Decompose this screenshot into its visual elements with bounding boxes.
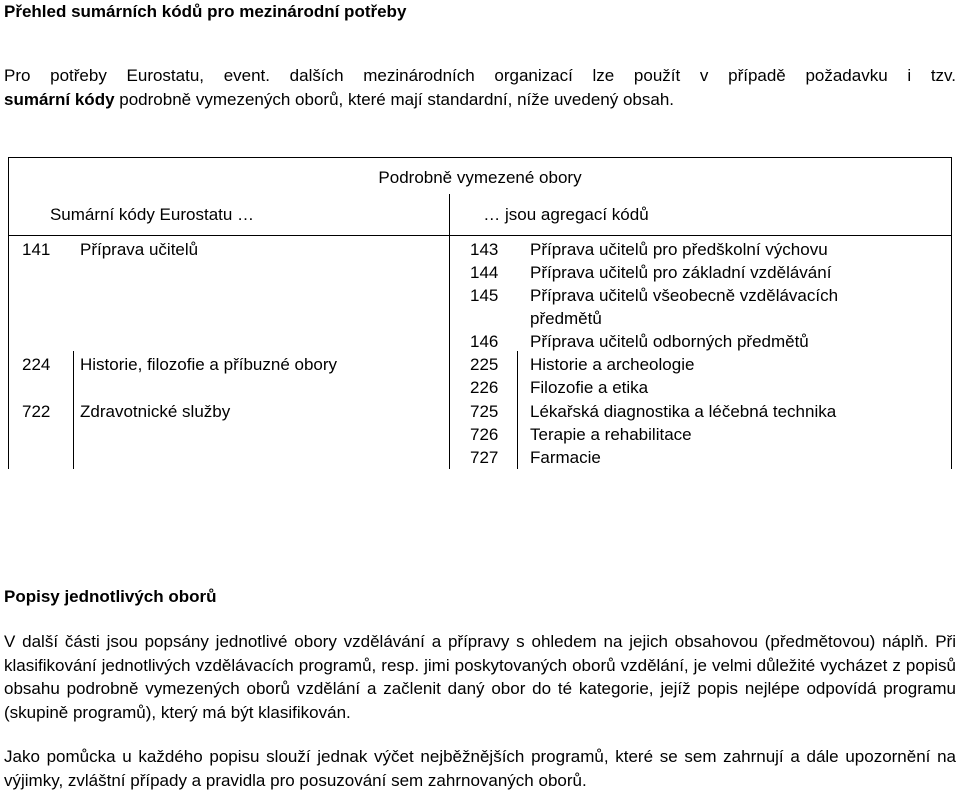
detail-name: Filozofie a etika <box>530 378 649 397</box>
detail-code: 146 <box>470 332 499 351</box>
section-paragraph-1: V další části jsou popsány jednotlivé obory vzdělávání a přípravy s ohledem na jejich obsahovou (předmětovou) náplň. Při klasifikování jednotlivých vzdělávacích programů, resp. jimi poskytovaných oborů vzdělání, je velmi důležité vycházet z popisů obsahu podrobně vymezených oborů vzdělání a začlenit daný obor do té kategorie, jejíž popis nejlépe odpovídá programu (skupině programů), který má být klasifikován. <box>4 632 956 722</box>
detail-code: 726 <box>470 425 499 444</box>
detail-code: 145 <box>470 286 499 305</box>
summary-code: 722 <box>22 402 51 421</box>
detail-code: 143 <box>470 240 499 259</box>
summary-code: 224 <box>22 355 51 374</box>
detail-code: 725 <box>470 402 499 421</box>
detail-name: Příprava učitelů pro předškolní výchovu <box>530 240 828 259</box>
summary-name: Zdravotnické služby <box>80 402 231 421</box>
detail-name-continued: předmětů <box>530 309 602 328</box>
detail-code: 226 <box>470 378 499 397</box>
detail-code: 225 <box>470 355 499 374</box>
section-title: Popisy jednotlivých oborů <box>4 587 217 606</box>
right-column-header: … jsou agregací kódů <box>483 205 649 224</box>
column-divider <box>449 194 450 469</box>
summary-name: Historie, filozofie a příbuzné obory <box>80 355 338 374</box>
summary-codes-table <box>8 157 952 469</box>
intro-paragraph <box>4 64 956 111</box>
detail-code: 144 <box>470 263 499 282</box>
detail-name: Příprava učitelů pro základní vzdělávání <box>530 263 832 282</box>
detail-name: Příprava učitelů všeobecně vzdělávacích <box>530 286 839 305</box>
section-paragraph-2: Jako pomůcka u každého popisu slouží jednak výčet nejběžnějších programů, které se sem zahrnují a dále upozornění na výjimky, zvláštní případy a pravidla pro posuzování sem zahrnovaných oborů. <box>4 747 956 790</box>
intro-line-1: Pro potřeby Eurostatu, event. dalších mezinárodních organizací lze použít v případě požadavku i tzv. <box>4 66 956 85</box>
detail-name: Historie a archeologie <box>530 355 695 374</box>
table-top-border <box>8 157 952 158</box>
summary-code: 141 <box>22 240 51 259</box>
detail-name: Příprava učitelů odborných předmětů <box>530 332 809 351</box>
page-title: Přehled sumárních kódů pro mezinárodní potřeby <box>4 2 407 21</box>
table-right-border <box>951 157 952 469</box>
detail-code: 727 <box>470 448 499 467</box>
detail-name: Terapie a rehabilitace <box>530 425 692 444</box>
inner-column-divider-right <box>517 351 518 469</box>
detail-name: Lékařská diagnostika a léčebná technika <box>530 402 837 421</box>
header-separator <box>8 235 952 236</box>
inner-column-divider-left <box>73 351 74 469</box>
left-column-header: Sumární kódy Eurostatu … <box>49 205 255 224</box>
group-header: Podrobně vymezené obory <box>378 168 582 187</box>
intro-line-2 <box>4 88 956 112</box>
intro-line-2-rest: podrobně vymezených oborů, které mají standardní, níže uvedený obsah. <box>114 89 674 109</box>
intro-bold-term: sumární kódy <box>4 89 115 109</box>
summary-name: Příprava učitelů <box>80 240 199 259</box>
detail-name: Farmacie <box>530 448 601 467</box>
